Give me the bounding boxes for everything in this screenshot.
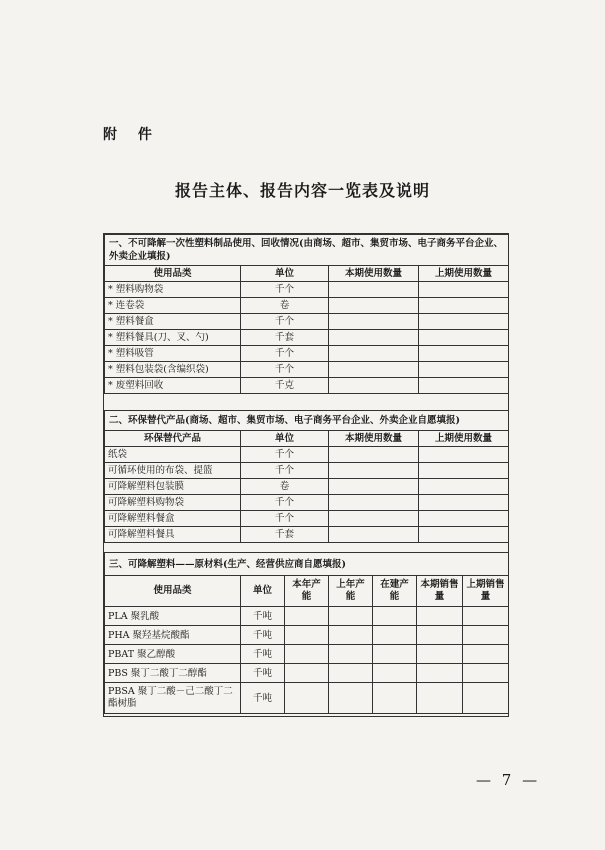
item-unit: 千个: [241, 511, 329, 527]
value-cell[interactable]: [285, 626, 329, 645]
value-cell[interactable]: [285, 645, 329, 664]
item-unit: 千吨: [241, 645, 285, 664]
table-row: [105, 314, 509, 330]
table-row: [105, 362, 509, 378]
value-cell[interactable]: [419, 527, 509, 543]
value-cell[interactable]: [417, 683, 463, 714]
column-header: 本期使用数量: [329, 266, 419, 282]
item-name: * 塑料包装袋(含编织袋): [105, 362, 241, 378]
item-unit: 千个: [241, 346, 329, 362]
column-header: 上期使用数量: [419, 266, 509, 282]
value-cell[interactable]: [419, 346, 509, 362]
page-number: — 7 —: [476, 771, 541, 789]
item-unit: 千个: [241, 362, 329, 378]
table-row: [105, 645, 509, 664]
value-cell[interactable]: [463, 626, 509, 645]
item-name: * 塑料购物袋: [105, 282, 241, 298]
column-header: 在建产能: [373, 576, 417, 607]
table-row: [105, 330, 509, 346]
item-unit: 千个: [241, 463, 329, 479]
value-cell[interactable]: [417, 645, 463, 664]
section2-title: 二、环保替代产品(商场、超市、集贸市场、电子商务平台企业、外卖企业自愿填报): [105, 411, 509, 431]
table-row: [105, 282, 509, 298]
section1-table: [104, 234, 509, 394]
table-row: [105, 511, 509, 527]
column-header: 单位: [241, 266, 329, 282]
item-unit: 千个: [241, 447, 329, 463]
value-cell[interactable]: [463, 683, 509, 714]
table-row: [105, 463, 509, 479]
item-name: PLA 聚乳酸: [105, 607, 241, 626]
table-row: [105, 664, 509, 683]
value-cell[interactable]: [329, 683, 373, 714]
item-unit: 卷: [241, 298, 329, 314]
section1-title: 一、不可降解一次性塑料制品使用、回收情况(由商场、超市、集贸市场、电子商务平台企业、外卖企业填报): [105, 235, 509, 266]
value-cell[interactable]: [329, 607, 373, 626]
value-cell[interactable]: [419, 330, 509, 346]
column-header: 环保替代产品: [105, 431, 241, 447]
table-row: [105, 378, 509, 394]
item-name: PHA 聚羟基烷酸酯: [105, 626, 241, 645]
value-cell[interactable]: [417, 626, 463, 645]
item-unit: 千吨: [241, 626, 285, 645]
column-header: 本期使用数量: [329, 431, 419, 447]
value-cell[interactable]: [329, 330, 419, 346]
section1-body: [105, 282, 509, 394]
value-cell[interactable]: [417, 607, 463, 626]
value-cell[interactable]: [373, 626, 417, 645]
value-cell[interactable]: [329, 463, 419, 479]
item-unit: 千吨: [241, 683, 285, 714]
value-cell[interactable]: [329, 664, 373, 683]
column-header: 使用品类: [105, 266, 241, 282]
value-cell[interactable]: [329, 378, 419, 394]
section3-table: [104, 552, 509, 714]
table-row: [105, 607, 509, 626]
value-cell[interactable]: [419, 495, 509, 511]
column-header: 单位: [241, 576, 285, 607]
value-cell[interactable]: [329, 479, 419, 495]
item-name: 纸袋: [105, 447, 241, 463]
item-name: * 塑料餐具(刀、叉、勺): [105, 330, 241, 346]
section2-header-row: [105, 431, 509, 447]
item-name: 可降解塑料餐盒: [105, 511, 241, 527]
item-unit: 千吨: [241, 607, 285, 626]
attachment-label: 附 件: [103, 127, 160, 143]
value-cell[interactable]: [419, 314, 509, 330]
table-row: [105, 683, 509, 714]
table-row: [105, 495, 509, 511]
value-cell[interactable]: [419, 362, 509, 378]
column-header: 上年产能: [329, 576, 373, 607]
value-cell[interactable]: [463, 645, 509, 664]
value-cell[interactable]: [419, 511, 509, 527]
value-cell[interactable]: [419, 479, 509, 495]
value-cell[interactable]: [463, 607, 509, 626]
item-name: * 塑料吸管: [105, 346, 241, 362]
value-cell[interactable]: [285, 607, 329, 626]
value-cell[interactable]: [329, 298, 419, 314]
table-row: [105, 527, 509, 543]
item-unit: 千个: [241, 282, 329, 298]
value-cell[interactable]: [419, 463, 509, 479]
section3-title: 三、可降解塑料——原材料(生产、经营供应商自愿填报): [105, 553, 509, 576]
section2-body: [105, 447, 509, 543]
value-cell[interactable]: [373, 664, 417, 683]
item-unit: 千个: [241, 495, 329, 511]
value-cell[interactable]: [329, 346, 419, 362]
column-header: 上期使用数量: [419, 431, 509, 447]
value-cell[interactable]: [329, 447, 419, 463]
value-cell[interactable]: [463, 664, 509, 683]
column-header: 使用品类: [105, 576, 241, 607]
table-row: [105, 298, 509, 314]
item-name: * 连卷袋: [105, 298, 241, 314]
value-cell[interactable]: [329, 626, 373, 645]
item-name: * 塑料餐盒: [105, 314, 241, 330]
column-header: 本期销售量: [417, 576, 463, 607]
value-cell[interactable]: [285, 683, 329, 714]
value-cell[interactable]: [329, 511, 419, 527]
value-cell[interactable]: [329, 527, 419, 543]
page-title: 报告主体、报告内容一览表及说明: [174, 181, 430, 200]
value-cell[interactable]: [329, 645, 373, 664]
value-cell[interactable]: [373, 683, 417, 714]
table-row: [105, 479, 509, 495]
value-cell[interactable]: [419, 447, 509, 463]
value-cell[interactable]: [329, 362, 419, 378]
table-row: [105, 447, 509, 463]
section2-table: [104, 410, 509, 543]
item-name: 可降解塑料购物袋: [105, 495, 241, 511]
item-unit: 千套: [241, 330, 329, 346]
table-row: [105, 346, 509, 362]
value-cell[interactable]: [419, 298, 509, 314]
item-name: PBS 聚丁二酸丁二醇酯: [105, 664, 241, 683]
value-cell[interactable]: [373, 645, 417, 664]
value-cell[interactable]: [417, 664, 463, 683]
item-unit: 千吨: [241, 664, 285, 683]
column-header: 单位: [241, 431, 329, 447]
value-cell[interactable]: [329, 282, 419, 298]
report-table-frame: [103, 233, 509, 717]
item-name: 可降解塑料餐具: [105, 527, 241, 543]
value-cell[interactable]: [419, 378, 509, 394]
item-name: PBAT 聚乙醇酸: [105, 645, 241, 664]
value-cell[interactable]: [285, 664, 329, 683]
item-unit: 千克: [241, 378, 329, 394]
value-cell[interactable]: [329, 495, 419, 511]
section3-header-row: [105, 576, 509, 607]
item-name: 可循环使用的布袋、提篮: [105, 463, 241, 479]
item-name: 可降解塑料包装膜: [105, 479, 241, 495]
item-name: * 废塑料回收: [105, 378, 241, 394]
value-cell[interactable]: [419, 282, 509, 298]
item-unit: 千套: [241, 527, 329, 543]
value-cell[interactable]: [329, 314, 419, 330]
item-unit: 卷: [241, 479, 329, 495]
section1-header-row: [105, 266, 509, 282]
section3-body: [105, 607, 509, 714]
item-name: PBSA 聚丁二酸－己二酸丁二酯树脂: [105, 683, 241, 714]
column-header: 上期销售量: [463, 576, 509, 607]
value-cell[interactable]: [373, 607, 417, 626]
item-unit: 千个: [241, 314, 329, 330]
table-row: [105, 626, 509, 645]
column-header: 本年产能: [285, 576, 329, 607]
